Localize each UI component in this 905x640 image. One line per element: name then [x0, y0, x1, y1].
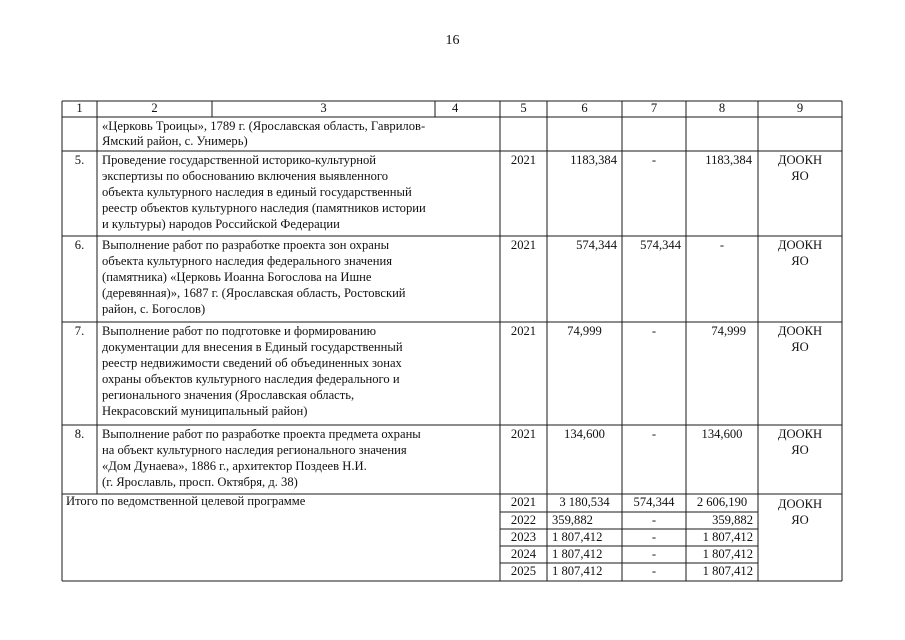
- col8-cell: 1183,384: [705, 153, 752, 167]
- text-line: Выполнение работ по подготовке и формированию: [102, 324, 377, 338]
- text-line: документации для внесения в Единый государственный: [102, 340, 403, 354]
- total-col7: -: [651, 547, 657, 561]
- total-year: 2024: [510, 547, 537, 561]
- text-line: охраны объектов культурного наследия федерального и: [102, 372, 400, 386]
- text-line: реестр недвижимости сведений об объединенных зонах: [102, 356, 402, 370]
- col8-cell: -: [719, 238, 725, 252]
- total-col7: -: [651, 513, 657, 527]
- text-line: на объект культурного наследия регионального значения: [102, 443, 407, 457]
- year-cell: 2021: [510, 427, 537, 441]
- header-col-4: 4: [452, 101, 459, 115]
- total-col8: 359,882: [712, 513, 753, 527]
- org-cell: ДООКН: [777, 238, 823, 252]
- total-col8: 2 606,190: [696, 495, 748, 509]
- year-cell: 2021: [510, 238, 537, 252]
- page-number: 16: [445, 33, 460, 48]
- text-line: Ямский район, с. Унимерь): [102, 134, 248, 148]
- org-cell: ДООКН: [777, 153, 823, 167]
- total-year: 2022: [510, 513, 537, 527]
- text-line: экспертизы по обоснованию включения выявленного: [102, 169, 389, 183]
- col7-cell: 574,344: [640, 238, 681, 252]
- org-cell: ЯО: [791, 254, 809, 268]
- header-col-1: 1: [76, 101, 83, 115]
- text-line: объекта культурного наследия в единый государственный: [102, 185, 412, 199]
- org-cell: ЯО: [791, 513, 809, 527]
- total-col7: 574,344: [633, 495, 675, 509]
- col7-cell: -: [651, 427, 657, 441]
- text-line: «Дом Дунаева», 1886 г., архитектор Поздеев Н.И.: [102, 459, 367, 473]
- col8-cell: 74,999: [711, 324, 746, 338]
- total-col7: -: [651, 530, 657, 544]
- col6-cell: 134,600: [564, 427, 605, 441]
- org-cell: ЯО: [791, 169, 809, 183]
- row-number: 6.: [74, 238, 85, 252]
- header-col-8: 8: [718, 101, 726, 115]
- total-col8: 1 807,412: [702, 547, 753, 561]
- org-cell: ДООКН: [777, 324, 823, 338]
- text-line: (г. Ярославль, просп. Октября, д. 38): [102, 475, 298, 489]
- header-col-5: 5: [520, 101, 527, 115]
- total-year: 2025: [510, 564, 537, 578]
- text-line: регионального значения (Ярославская область,: [102, 388, 355, 402]
- col8-cell: 134,600: [701, 427, 743, 441]
- text-line: район, с. Богослов): [102, 302, 206, 316]
- text-line: и культуры) народов Российской Федерации: [102, 217, 340, 231]
- org-cell: ДООКН: [777, 427, 823, 441]
- total-col6: 1 807,412: [552, 564, 603, 578]
- row-number: 5.: [74, 153, 85, 167]
- col7-cell: -: [651, 324, 657, 338]
- col6-cell: 574,344: [576, 238, 617, 252]
- year-cell: 2021: [510, 153, 537, 167]
- total-col8: 1 807,412: [702, 564, 753, 578]
- total-col6: 3 180,534: [559, 495, 610, 509]
- year-cell: 2021: [510, 324, 537, 338]
- total-label: Итого по ведомственной целевой программе: [66, 494, 306, 508]
- header-col-2: 2: [151, 101, 158, 115]
- org-cell: ДООКН: [777, 497, 823, 511]
- row-number: 7.: [74, 324, 85, 338]
- total-col6: 1 807,412: [552, 530, 603, 544]
- text-line: (памятника) «Церковь Иоанна Богослова на Ишне: [102, 270, 372, 284]
- total-col6: 359,882: [552, 513, 593, 527]
- header-col-7: 7: [650, 101, 658, 115]
- total-col6: 1 807,412: [552, 547, 603, 561]
- total-year: 2023: [510, 530, 537, 544]
- header-col-3: 3: [320, 101, 327, 115]
- org-cell: ЯО: [791, 340, 809, 354]
- text-line: Выполнение работ по разработке проекта зон охраны: [102, 238, 390, 252]
- total-col7: -: [651, 564, 657, 578]
- row-number: 8.: [74, 427, 85, 441]
- text-line: реестр объектов культурного наследия (памятников истории: [102, 201, 426, 215]
- org-cell: ЯО: [791, 443, 809, 457]
- text-line: Проведение государственной историко-культурной: [102, 153, 377, 167]
- header-col-9: 9: [796, 101, 804, 115]
- col7-cell: -: [651, 153, 657, 167]
- total-col8: 1 807,412: [702, 530, 753, 544]
- header-col-6: 6: [581, 101, 588, 115]
- text-line: Выполнение работ по разработке проекта предмета охраны: [102, 427, 421, 441]
- col6-cell: 1183,384: [570, 153, 617, 167]
- col6-cell: 74,999: [567, 324, 602, 338]
- text-line: «Церковь Троицы», 1789 г. (Ярославская область, Гаврилов-: [102, 119, 426, 133]
- text-line: (деревянная)», 1687 г. (Ярославская область, Ростовский: [102, 286, 406, 300]
- text-line: объекта культурного наследия федерального значения: [102, 254, 392, 268]
- total-year: 2021: [510, 495, 537, 509]
- text-line: Некрасовский муниципальный район): [102, 404, 308, 418]
